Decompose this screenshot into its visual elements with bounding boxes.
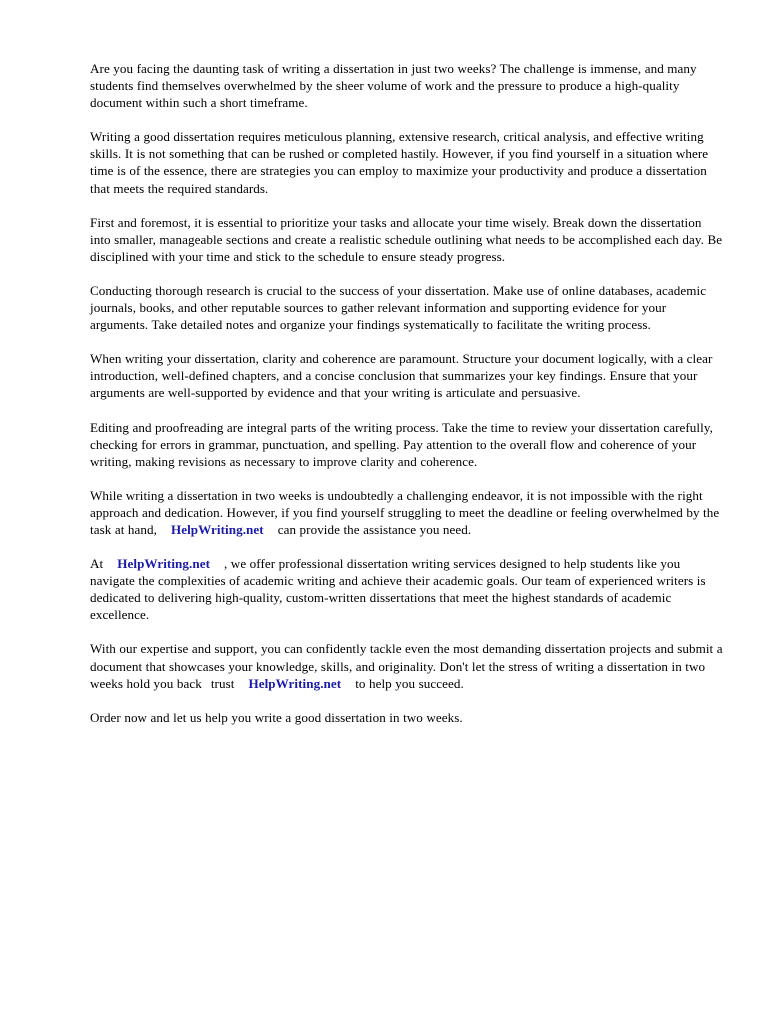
helpwriting-link-3[interactable]: HelpWriting.net (248, 675, 342, 691)
paragraph-7-text-after: can provide the assistance you need. (277, 521, 472, 537)
paragraph-8 (90, 555, 723, 623)
paragraph-3: First and foremost, it is essential to prioritize your tasks and allocate your time wisely. Break down the dissertation into smaller, manageable sections and create a realistic schedule outlining what needs to be accomplished each day. Be disciplined with your time and stick to the schedule to ensure steady progress. (90, 214, 723, 264)
paragraph-10: Order now and let us help you write a good dissertation in two weeks. (90, 709, 463, 725)
helpwriting-link-1[interactable]: HelpWriting.net (170, 521, 264, 537)
helpwriting-link-2[interactable]: HelpWriting.net (117, 556, 210, 572)
paragraph-4: Conducting thorough research is crucial to the success of your dissertation. Make use of online databases, academic journals, books, and other reputable sources to gather relevant information and supporting evidence for your arguments. Take detailed notes and organize your findings systematically to facilitate the writing process. (90, 282, 707, 333)
paragraph-1: Are you facing the daunting task of writing a dissertation in just two weeks? The challenge is immense, and many students find themselves overwhelmed by the sheer volume of work and the pressure to produce a high-quality document within such a short timeframe. (90, 61, 697, 111)
paragraph-8-text-before: At (90, 556, 104, 572)
paragraph-2: Writing a good dissertation requires meticulous planning, extensive research, critical analysis, and effective writing skills. It is not something that can be rushed or completed hastily. However, if you find yourself in a situation where time is of the essence, there are strategies you can employ to maximize your productivity and produce a dissertation that meets the required standards. (90, 129, 709, 196)
paragraph-9-text-before: With our expertise and support, you can confidently tackle even the most demanding dissertation projects and submit a document that showcases your knowledge, skills, and originality. Don't let the stress of writing a dissertation in two weeks hold you back (90, 641, 723, 691)
paragraph-9 (90, 640, 723, 691)
paragraph-6: Editing and proofreading are integral parts of the writing process. Take the time to review your dissertation carefully, checking for errors in grammar, punctuation, and spelling. Pay attention to the overall flow and coherence of your writing, making revisions as necessary to improve clarity and coherence. (90, 419, 713, 469)
paragraph-7 (90, 487, 723, 538)
paragraph-9-text-middle: trust (210, 675, 235, 691)
paragraph-7-text-before: While writing a dissertation in two weeks is undoubtedly a challenging endeavor, it is not impossible with the right approach and dedication. However, if you find yourself struggling to meet the deadline or feeling overwhelmed by the task at hand, (90, 487, 720, 537)
document-text-column (90, 60, 723, 726)
paragraph-9-text-after: to help you succeed. (355, 675, 464, 691)
paragraph-5: When writing your dissertation, clarity and coherence are paramount. Structure your document logically, with a clear introduction, well-defined chapters, and a concise conclusion that summarizes your key findings. Ensure that your arguments are well-supported by evidence and that your writing is articulate and persuasive. (90, 351, 713, 401)
paragraph-8-text-after: , we offer professional dissertation writing services designed to help students like you navigate the complexities of academic writing and achieve their academic goals. Our team of experienced writers is dedicated to delivering high-quality, custom-written dissertations that meet the highest standards of academic excellence. (90, 556, 706, 623)
